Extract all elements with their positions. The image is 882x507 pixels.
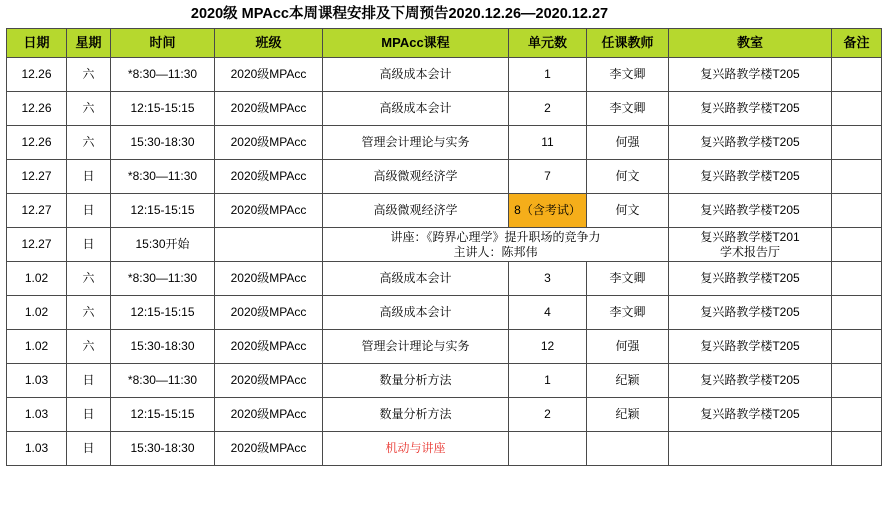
cell-class: 2020级MPAcc xyxy=(215,126,323,160)
column-header-teacher: 任课教师 xyxy=(587,29,669,58)
cell-class: 2020级MPAcc xyxy=(215,58,323,92)
cell-weekday: 日 xyxy=(67,194,111,228)
table-row xyxy=(7,296,882,330)
cell-date: 1.03 xyxy=(7,364,67,398)
cell-class: 2020级MPAcc xyxy=(215,92,323,126)
cell-units: 1 xyxy=(509,58,587,92)
table-row xyxy=(7,228,882,262)
cell-room: 复兴路教学楼T205 xyxy=(669,92,832,126)
cell-class: 2020级MPAcc xyxy=(215,262,323,296)
cell-remark xyxy=(832,330,882,364)
cell-time: *8:30—11:30 xyxy=(111,58,215,92)
cell-weekday: 六 xyxy=(67,330,111,364)
cell-units: 7 xyxy=(509,160,587,194)
cell-date: 1.03 xyxy=(7,398,67,432)
cell-teacher: 何文 xyxy=(587,194,669,228)
cell-weekday: 六 xyxy=(67,262,111,296)
cell-date: 1.02 xyxy=(7,262,67,296)
cell-units: 12 xyxy=(509,330,587,364)
cell-teacher xyxy=(587,432,669,466)
cell-time: *8:30—11:30 xyxy=(111,364,215,398)
cell-remark xyxy=(832,160,882,194)
cell-units: 3 xyxy=(509,262,587,296)
cell-course: 高级微观经济学 xyxy=(323,160,509,194)
cell-weekday: 日 xyxy=(67,432,111,466)
cell-date: 1.03 xyxy=(7,432,67,466)
cell-date: 12.27 xyxy=(7,160,67,194)
cell-time: 15:30开始 xyxy=(111,228,215,262)
cell-remark xyxy=(832,58,882,92)
cell-room: 复兴路教学楼T205 xyxy=(669,58,832,92)
cell-time: *8:30—11:30 xyxy=(111,160,215,194)
cell-course: 高级微观经济学 xyxy=(323,194,509,228)
table-body xyxy=(7,58,882,466)
cell-date: 12.27 xyxy=(7,228,67,262)
cell-course: 数量分析方法 xyxy=(323,398,509,432)
column-header-course: MPAcc课程 xyxy=(323,29,509,58)
cell-course: 数量分析方法 xyxy=(323,364,509,398)
cell-time: *8:30—11:30 xyxy=(111,262,215,296)
cell-date: 1.02 xyxy=(7,296,67,330)
cell-time: 15:30-18:30 xyxy=(111,432,215,466)
cell-time: 12:15-15:15 xyxy=(111,92,215,126)
table-row xyxy=(7,364,882,398)
cell-teacher: 李文卿 xyxy=(587,92,669,126)
cell-class xyxy=(215,228,323,262)
column-header-date: 日期 xyxy=(7,29,67,58)
cell-units: 2 xyxy=(509,92,587,126)
cell-teacher: 何强 xyxy=(587,126,669,160)
table-row xyxy=(7,330,882,364)
cell-weekday: 日 xyxy=(67,228,111,262)
table-row xyxy=(7,58,882,92)
cell-remark xyxy=(832,432,882,466)
table-row xyxy=(7,432,882,466)
cell-room: 复兴路教学楼T205 xyxy=(669,160,832,194)
cell-remark xyxy=(832,92,882,126)
cell-time: 15:30-18:30 xyxy=(111,330,215,364)
cell-time: 12:15-15:15 xyxy=(111,398,215,432)
cell-date: 12.26 xyxy=(7,126,67,160)
cell-class: 2020级MPAcc xyxy=(215,194,323,228)
column-header-room: 教室 xyxy=(669,29,832,58)
cell-teacher: 何文 xyxy=(587,160,669,194)
table-row xyxy=(7,398,882,432)
cell-class: 2020级MPAcc xyxy=(215,364,323,398)
cell-units: 2 xyxy=(509,398,587,432)
cell-room: 复兴路教学楼T201 学术报告厅 xyxy=(669,228,832,262)
table-row xyxy=(7,126,882,160)
cell-date: 12.26 xyxy=(7,92,67,126)
cell-course: 管理会计理论与实务 xyxy=(323,126,509,160)
cell-room: 复兴路教学楼T205 xyxy=(669,262,832,296)
table-row xyxy=(7,262,882,296)
cell-course: 管理会计理论与实务 xyxy=(323,330,509,364)
cell-teacher: 李文卿 xyxy=(587,262,669,296)
cell-teacher: 纪颖 xyxy=(587,364,669,398)
column-header-time: 时间 xyxy=(111,29,215,58)
cell-room: 复兴路教学楼T205 xyxy=(669,330,832,364)
cell-weekday: 日 xyxy=(67,398,111,432)
cell-remark xyxy=(832,398,882,432)
cell-teacher: 纪颖 xyxy=(587,398,669,432)
cell-class: 2020级MPAcc xyxy=(215,432,323,466)
cell-course: 高级成本会计 xyxy=(323,92,509,126)
column-header-class: 班级 xyxy=(215,29,323,58)
table-header-row xyxy=(7,29,882,58)
cell-units: 4 xyxy=(509,296,587,330)
cell-class: 2020级MPAcc xyxy=(215,160,323,194)
cell-room: 复兴路教学楼T205 xyxy=(669,126,832,160)
cell-teacher: 李文卿 xyxy=(587,296,669,330)
cell-class: 2020级MPAcc xyxy=(215,330,323,364)
cell-units xyxy=(509,432,587,466)
cell-course: 讲座：《跨界心理学》提升职场的竞争力 主讲人：陈邦伟 xyxy=(323,228,669,262)
table-row xyxy=(7,160,882,194)
cell-room: 复兴路教学楼T205 xyxy=(669,194,832,228)
cell-time: 12:15-15:15 xyxy=(111,194,215,228)
cell-weekday: 日 xyxy=(67,364,111,398)
cell-teacher: 何强 xyxy=(587,330,669,364)
cell-class: 2020级MPAcc xyxy=(215,398,323,432)
cell-course: 机动与讲座 xyxy=(323,432,509,466)
cell-remark xyxy=(832,364,882,398)
cell-time: 12:15-15:15 xyxy=(111,296,215,330)
page-title: 2020级 MPAcc本周课程安排及下周预告2020.12.26—2020.12.27 xyxy=(190,6,609,22)
schedule-table xyxy=(6,28,882,466)
cell-room: 复兴路教学楼T205 xyxy=(669,364,832,398)
cell-units: 11 xyxy=(509,126,587,160)
cell-weekday: 日 xyxy=(67,160,111,194)
cell-room: 复兴路教学楼T205 xyxy=(669,296,832,330)
cell-class: 2020级MPAcc xyxy=(215,296,323,330)
column-header-remark: 备注 xyxy=(832,29,882,58)
cell-date: 12.27 xyxy=(7,194,67,228)
cell-course: 高级成本会计 xyxy=(323,58,509,92)
cell-teacher: 李文卿 xyxy=(587,58,669,92)
cell-time: 15:30-18:30 xyxy=(111,126,215,160)
cell-weekday: 六 xyxy=(67,58,111,92)
cell-weekday: 六 xyxy=(67,126,111,160)
cell-units: 1 xyxy=(509,364,587,398)
cell-remark xyxy=(832,194,882,228)
cell-weekday: 六 xyxy=(67,92,111,126)
cell-remark xyxy=(832,262,882,296)
cell-room xyxy=(669,432,832,466)
cell-course: 高级成本会计 xyxy=(323,296,509,330)
cell-remark xyxy=(832,228,882,262)
table-row xyxy=(7,92,882,126)
cell-room: 复兴路教学楼T205 xyxy=(669,398,832,432)
cell-remark xyxy=(832,296,882,330)
cell-units: 8（含考试） xyxy=(509,194,587,228)
cell-course: 高级成本会计 xyxy=(323,262,509,296)
column-header-weekday: 星期 xyxy=(67,29,111,58)
cell-remark xyxy=(832,126,882,160)
cell-date: 12.26 xyxy=(7,58,67,92)
cell-weekday: 六 xyxy=(67,296,111,330)
column-header-units: 单元数 xyxy=(509,29,587,58)
cell-date: 1.02 xyxy=(7,330,67,364)
table-row xyxy=(7,194,882,228)
